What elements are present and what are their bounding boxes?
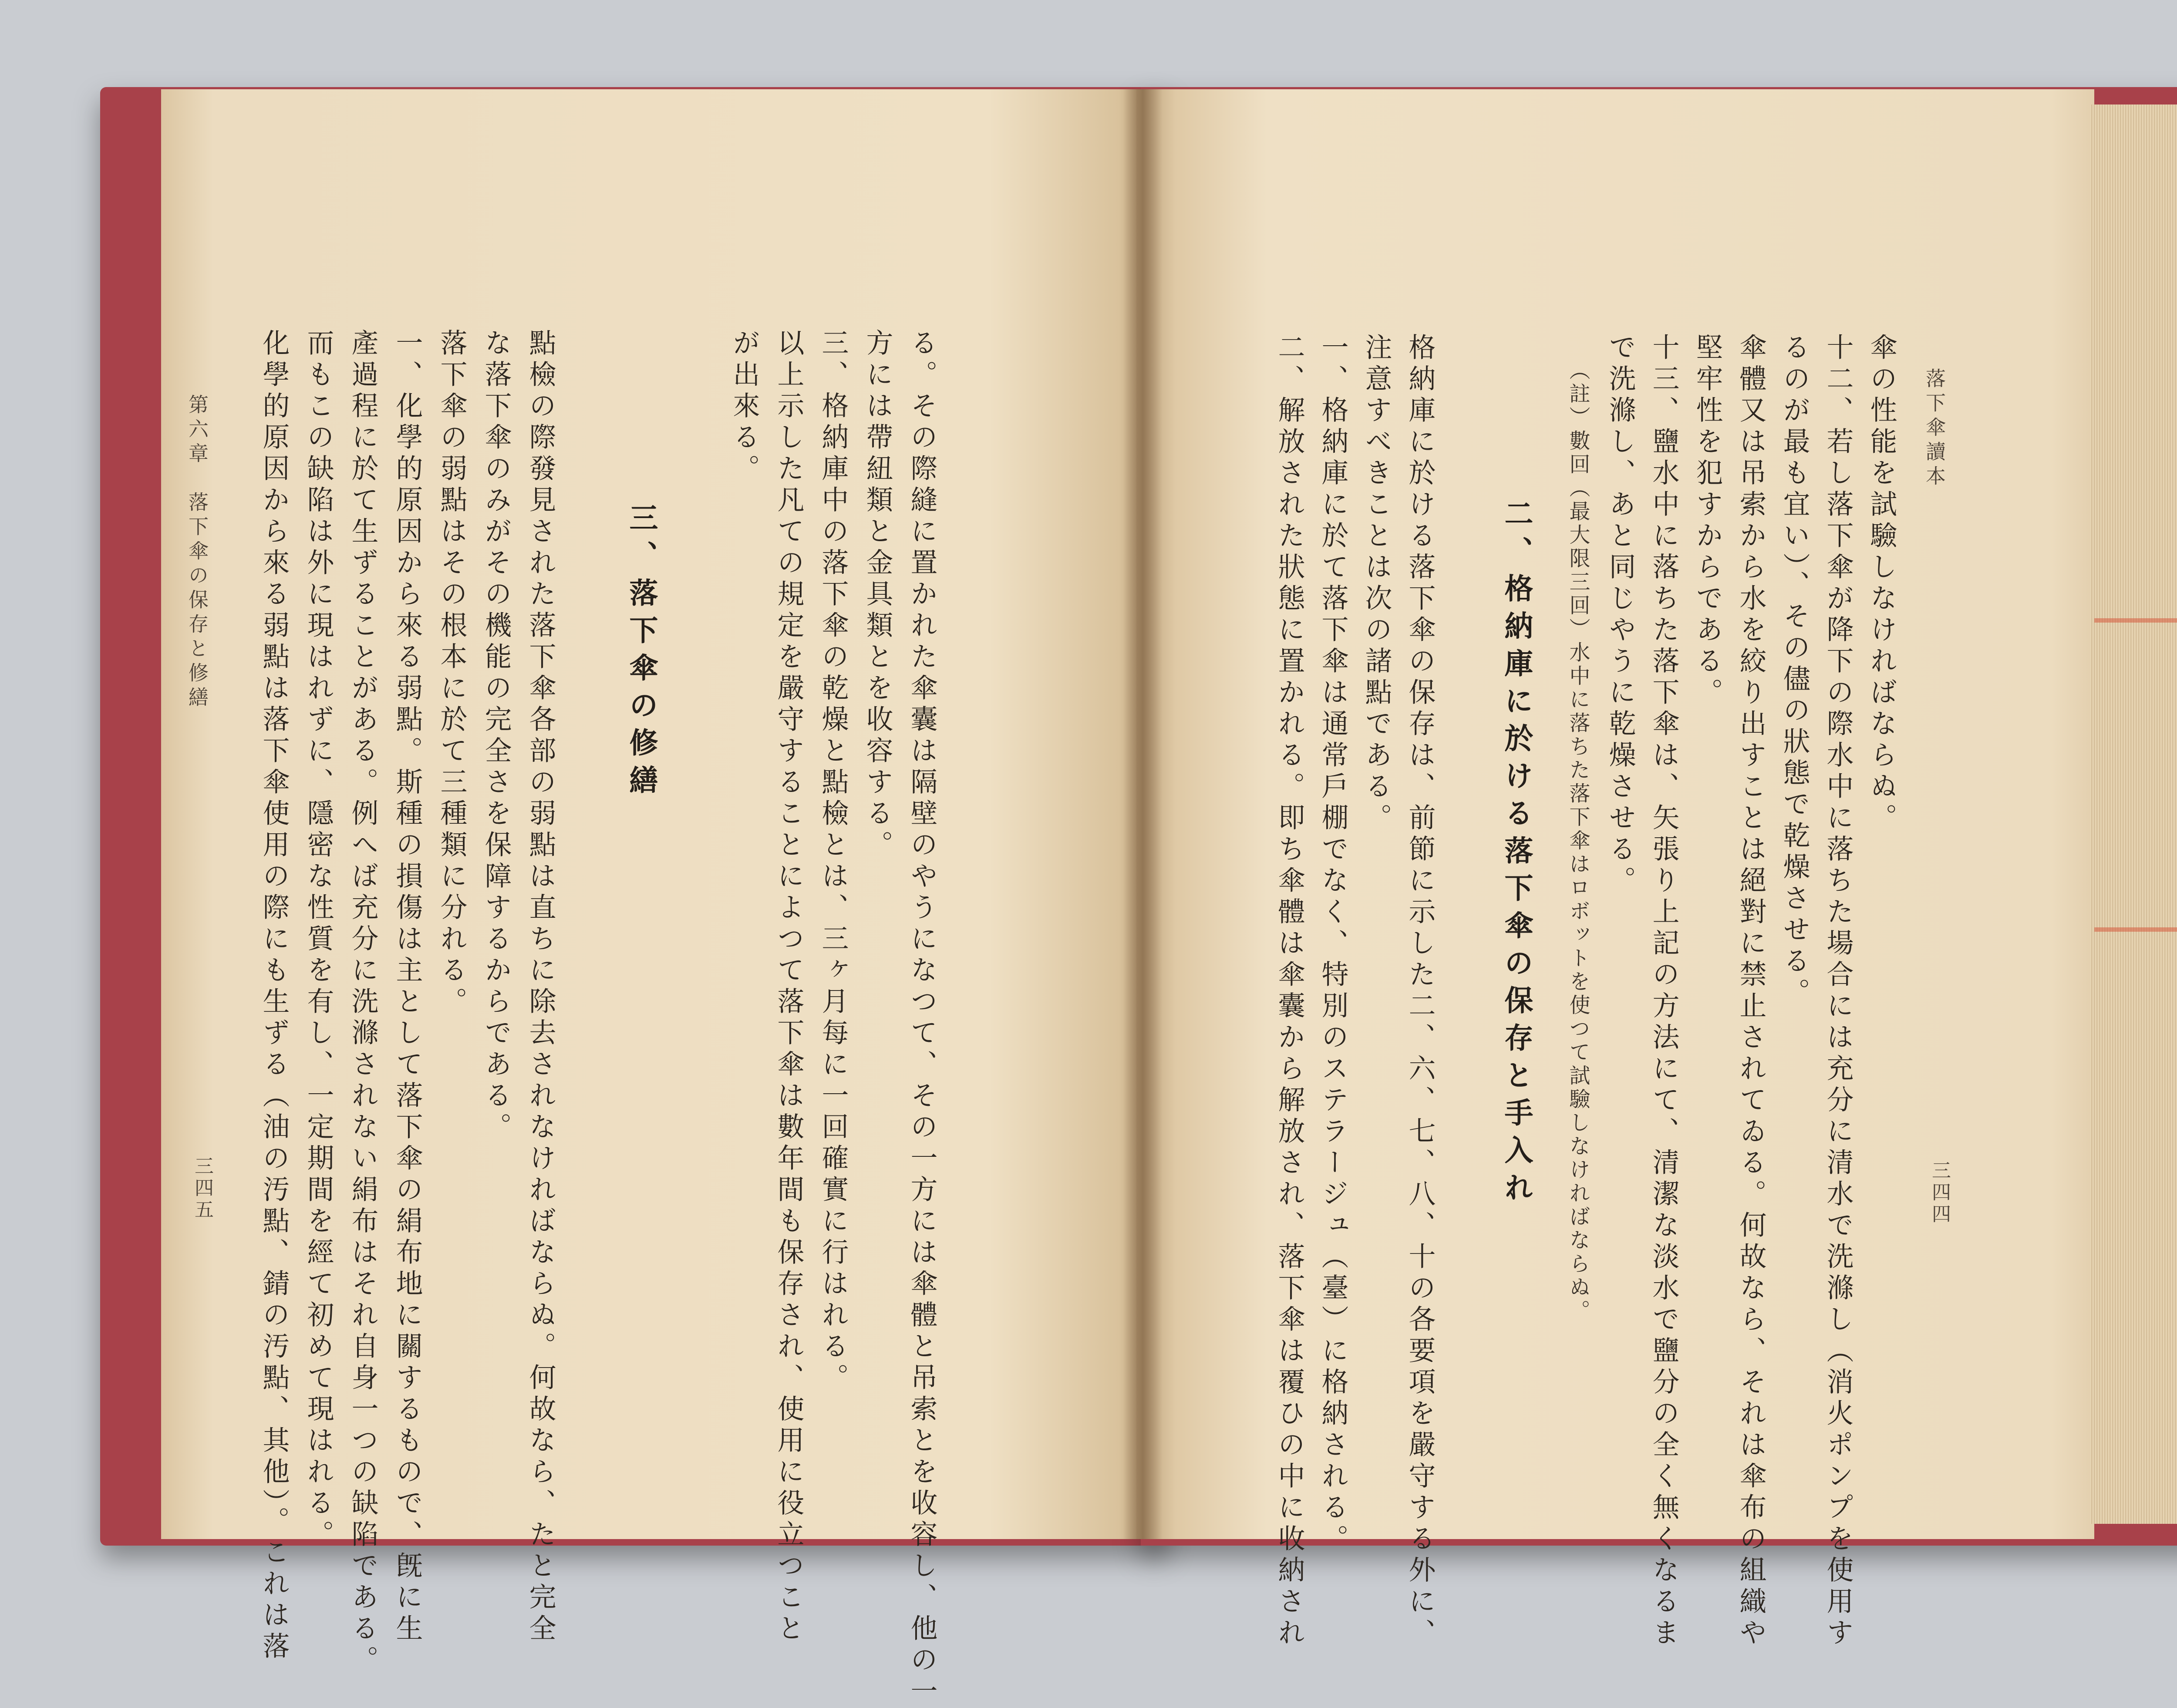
left-col-4: 以上示した凡ての規定を嚴守することによつて落下傘は數年間も保存され、使用に役立つこと xyxy=(773,329,805,1645)
left-col-13: 化學的原因から來る弱點は落下傘使用の際にも生ずる（油の汚點、錆の汚點、其他）。これは落 xyxy=(258,329,290,1663)
right-col-7: で洗滌し、あと同じやうに乾燥させる。 xyxy=(1604,333,1636,897)
note-col: （註）數回（最大限三回）水中に落ちた落下傘はロボットを使つて試驗しなければならぬ。 xyxy=(1566,359,1590,1323)
left-col-11: 產過程に於て生ずることがある。例へば充分に洗滌されない絹布はそれ自身一つの缺陷である。 xyxy=(347,329,379,1677)
section-heading-repair: 三、落下傘の修繕 xyxy=(624,503,658,802)
right-col-6: 十三、鹽水中に落ちた落下傘は、矢張り上記の方法にて、清潔な淡水で鹽分の全く無くなるま xyxy=(1648,333,1680,1650)
left-page-text xyxy=(161,89,1145,1708)
right-col-12: 一、格納庫に於て落下傘は通常戶棚でなく、特別のステラージュ（臺）に格納される。 xyxy=(1317,333,1349,1556)
section-heading-storage: 二、格納庫に於ける落下傘の保存と手入れ xyxy=(1500,499,1533,1210)
page-number-right: 三四四 xyxy=(1928,1160,1951,1226)
left-col-7: 點檢の際發見された落下傘各部の弱點は直ちに除去されなければならぬ。何故なら、たと完全 xyxy=(525,329,556,1645)
library-stamp xyxy=(2094,618,2177,932)
right-col-5: 堅牢性を犯すからである。 xyxy=(1692,333,1723,709)
left-col-5: が出來る。 xyxy=(728,329,760,485)
left-col-12: 而もこの缺陷は外に現はれずに、隱密な性質を有し、一定期間を經て初めて現はれる。 xyxy=(303,329,334,1551)
left-col-8: な落下傘のみがその機能の完全さを保障するからである。 xyxy=(480,329,512,1144)
left-col-1: る。その際縫に置かれた傘囊は隔壁のやうになつて、その一方には傘體と吊索とを收容し、他の一 xyxy=(906,329,938,1708)
left-page xyxy=(161,89,1145,1708)
running-title-right: 落下傘讀本 xyxy=(1923,368,1946,490)
right-col-1: 傘の性能を試驗しなければならぬ。 xyxy=(1866,333,1897,835)
right-col-2: 十二、若し落下傘が降下の際水中に落ちた場合には充分に清水で洗滌し（消火ポンプを使用す xyxy=(1822,333,1854,1650)
left-col-2: 方には帶紐類と金具類とを收容する。 xyxy=(862,329,893,862)
book-gutter xyxy=(1123,89,1163,1539)
right-col-10: 格納庫に於ける落下傘の保存は、前節に示した二、六、七、八、十の各要項を嚴守する外に、 xyxy=(1404,333,1436,1650)
right-col-13: 二、解放された狀態に置かれる。即ち傘體は傘囊から解放され、落下傘は覆ひの中に收納され xyxy=(1274,333,1305,1650)
right-col-3: るのが最も宜い）、その儘の狀態で乾燥させる。 xyxy=(1779,333,1810,1009)
left-col-10: 一、化學的原因から來る弱點。斯種の損傷は主として落下傘の絹布地に關するもので、旣に生 xyxy=(391,329,423,1645)
page-number-left: 三四五 xyxy=(191,1156,213,1221)
left-col-9: 落下傘の弱點はその根本に於て三種類に分れる。 xyxy=(436,329,468,1018)
right-page-text xyxy=(1136,89,2094,1650)
left-col-3: 三、格納庫中の落下傘の乾燥と點檢とは、三ヶ月每に一回確實に行はれる。 xyxy=(817,329,849,1395)
right-col-11: 注意すべきことは次の諸點である。 xyxy=(1361,333,1392,835)
running-title-left: 第六章 落下傘の保存と修繕 xyxy=(185,394,209,711)
right-col-4: 傘體又は吊索から水を絞り出すことは絕對に禁止されてゐる。何故なら、それは傘布の組織や xyxy=(1735,333,1767,1650)
right-page xyxy=(1136,89,2094,1650)
